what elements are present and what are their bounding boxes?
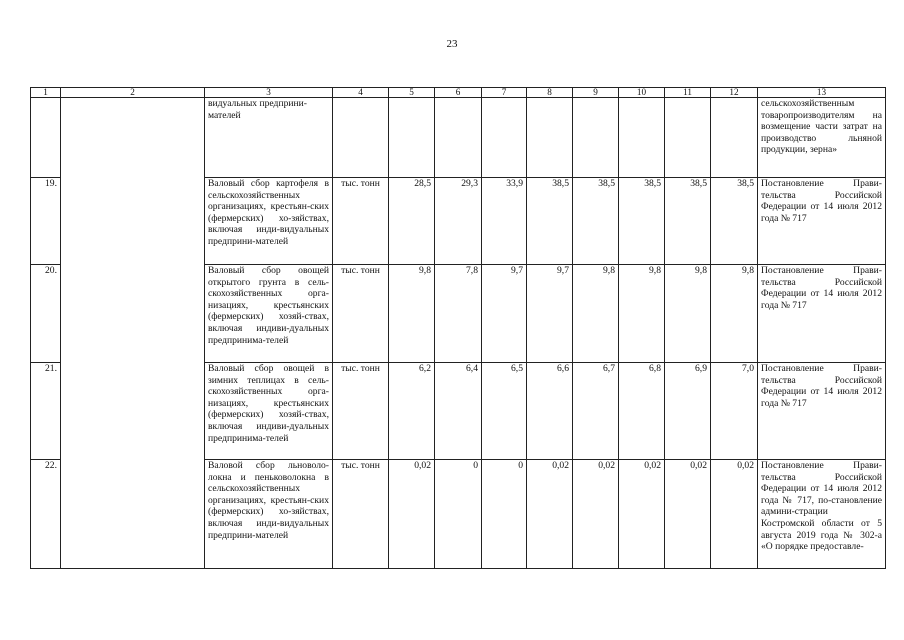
column-header: 1 <box>31 88 61 98</box>
value-cell: 9,8 <box>389 265 435 363</box>
value-cell: 38,5 <box>665 178 711 265</box>
value-cell <box>435 98 482 178</box>
column-header: 10 <box>619 88 665 98</box>
column-header: 6 <box>435 88 482 98</box>
value-cell: 0,02 <box>665 460 711 569</box>
row-number: 21. <box>31 363 61 460</box>
value-cell: 6,9 <box>665 363 711 460</box>
indicator-name: Валовый сбор картофеля в сельскохозяйственных организациях, крестьян-ских (фермерских) хо-зяйствах, включая инди-видуальных предприни-мателей <box>205 178 333 265</box>
value-cell: 9,8 <box>573 265 619 363</box>
column-header: 2 <box>61 88 205 98</box>
goal-cell <box>61 98 205 569</box>
row-number <box>31 98 61 178</box>
basis-cell: сельскохозяйственным товаропроизводителям на возмещение части затрат на производство льняной продукции, зерна» <box>758 98 886 178</box>
value-cell: 0,02 <box>711 460 758 569</box>
value-cell: 0 <box>435 460 482 569</box>
value-cell: 7,8 <box>435 265 482 363</box>
value-cell: 9,8 <box>665 265 711 363</box>
unit-cell: тыс. тонн <box>333 265 389 363</box>
value-cell: 33,9 <box>482 178 527 265</box>
value-cell: 9,8 <box>711 265 758 363</box>
indicator-name: Валовый сбор овощей в зимних теплицах в сель-скохозяйственных орга-низациях, крестьянских (фермерских) хозяй-ствах, включая индиви-дуальных предпринима-телей <box>205 363 333 460</box>
value-cell: 6,7 <box>573 363 619 460</box>
value-cell: 38,5 <box>573 178 619 265</box>
basis-cell: Постановление Прави-тельства Российской Федерации от 14 июля 2012 года № 717 <box>758 178 886 265</box>
basis-cell: Постановление Прави-тельства Российской Федерации от 14 июля 2012 года № 717 <box>758 363 886 460</box>
indicator-name <box>205 98 333 178</box>
value-cell: 29,3 <box>435 178 482 265</box>
value-cell: 6,2 <box>389 363 435 460</box>
value-cell: 38,5 <box>619 178 665 265</box>
value-cell: 6,8 <box>619 363 665 460</box>
column-header: 3 <box>205 88 333 98</box>
column-header: 11 <box>665 88 711 98</box>
value-cell <box>711 98 758 178</box>
row-number: 19. <box>31 178 61 265</box>
column-header: 12 <box>711 88 758 98</box>
value-cell: 9,8 <box>619 265 665 363</box>
value-cell: 9,7 <box>482 265 527 363</box>
value-cell: 6,6 <box>527 363 573 460</box>
value-cell: 0,02 <box>619 460 665 569</box>
value-cell <box>665 98 711 178</box>
basis-cell: Постановление Прави-тельства Российской Федерации от 14 июля 2012 года № 717 <box>758 265 886 363</box>
indicator-name: Валовой сбор льноволо-локна и пеньковолокна в сельскохозяйственных организациях, крестьян-ских (фермерских) хо-зяйствах, включая инди-видуальных предприни-мателей <box>205 460 333 569</box>
value-cell: 0,02 <box>389 460 435 569</box>
column-number-row <box>31 88 886 98</box>
value-cell <box>573 98 619 178</box>
value-cell <box>527 98 573 178</box>
value-cell: 6,5 <box>482 363 527 460</box>
unit-cell: тыс. тонн <box>333 178 389 265</box>
column-header: 4 <box>333 88 389 98</box>
value-cell: 28,5 <box>389 178 435 265</box>
indicator-name: Валовый сбор овощей открытого грунта в сель-скохозяйственных орга-низациях, крестьянских (фермерских) хозяй-ствах, включая индиви-дуальных предпринима-телей <box>205 265 333 363</box>
row-number: 22. <box>31 460 61 569</box>
unit-cell <box>333 98 389 178</box>
column-header: 7 <box>482 88 527 98</box>
table-row-continuation <box>31 98 886 178</box>
column-header: 13 <box>758 88 886 98</box>
value-cell <box>389 98 435 178</box>
indicators-table <box>30 87 886 569</box>
column-header: 8 <box>527 88 573 98</box>
value-cell: 38,5 <box>711 178 758 265</box>
value-cell <box>482 98 527 178</box>
value-cell: 9,7 <box>527 265 573 363</box>
value-cell: 38,5 <box>527 178 573 265</box>
page-number: 23 <box>446 38 458 50</box>
value-cell <box>619 98 665 178</box>
basis-cell: Постановление Прави-тельства Российской Федерации от 14 июля 2012 года № 717, по-становление админи-страции Костромской области от 5 августа 2019 года № 302-а «О порядке предоставле- <box>758 460 886 569</box>
row-number: 20. <box>31 265 61 363</box>
unit-cell: тыс. тонн <box>333 460 389 569</box>
indicator-name-text: видуальных предприни- мателей <box>208 98 307 121</box>
column-header: 5 <box>389 88 435 98</box>
value-cell: 7,0 <box>711 363 758 460</box>
value-cell: 0 <box>482 460 527 569</box>
value-cell: 6,4 <box>435 363 482 460</box>
unit-cell: тыс. тонн <box>333 363 389 460</box>
value-cell: 0,02 <box>573 460 619 569</box>
value-cell: 0,02 <box>527 460 573 569</box>
column-header: 9 <box>573 88 619 98</box>
